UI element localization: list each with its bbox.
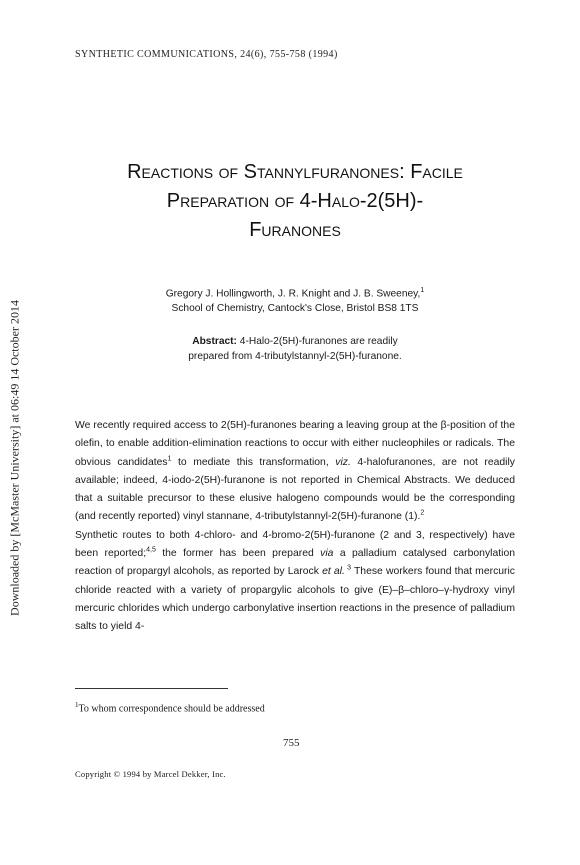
footnote xyxy=(75,701,265,714)
download-watermark xyxy=(5,258,25,658)
p2-text-a: Synthetic routes to both 4-chloro- and 4-bromo-2(5H)-furanone (2 and 3, respectively) have been reported; xyxy=(75,529,515,560)
p2-text-b: the former has been prepared xyxy=(155,548,321,560)
abstract-text-2: prepared from 4-tributylstannyl-2(5H)-furanone. xyxy=(188,351,402,362)
author-names-text: Gregory J. Hollingworth, J. R. Knight and J. B. Sweeney, xyxy=(165,288,421,300)
body-text xyxy=(75,417,515,637)
paper-title xyxy=(60,158,530,245)
p2-via: via xyxy=(320,548,334,560)
author-names xyxy=(100,283,490,301)
p1-text-b: to mediate this transformation, xyxy=(171,456,336,468)
p1-text-c: 4-halofuranones, are not readily available; indeed, 4-iodo-2(5H)-furanone is not reported in Chemical Abstracts. We deduced that a suitable precursor to these elusive halogeno compounds would be the corresponding (and recently reported) vinyl stannane, 4-tributylstannyl-2(5H)-furanone (1). xyxy=(75,456,515,523)
citation-2: 2 xyxy=(420,510,425,518)
citation-4-5: 4,5 xyxy=(146,546,156,554)
title-line-2: Preparation of 4-Halo-2(5H)- xyxy=(166,190,424,212)
paragraph-2 xyxy=(75,527,515,637)
download-note-text: Downloaded by [McMaster University] at 06:49 14 October 2014 xyxy=(7,300,22,616)
citation-3: 3 xyxy=(344,564,351,572)
title-line-1: Reactions of Stannylfuranones: Facile xyxy=(127,161,463,183)
p2-et-al: et al. xyxy=(322,566,345,578)
footnote-text: To whom correspondence should be addressed xyxy=(78,703,265,715)
p2-text-d: These workers found that mercuric chloride reacted with a variety of propargylic alcohols to give (E)–β–chloro–γ-hydroxy vinyl mercuric chlorides which undergo carbonylative insertion reactions in the presence of palladium salts to yield 4- xyxy=(75,566,516,633)
abstract xyxy=(140,334,450,364)
footnote-mark: 1 xyxy=(75,701,79,709)
copyright-notice: Copyright © 1994 by Marcel Dekker, Inc. xyxy=(75,769,226,779)
p2-text-c: a palladium catalysed carbonylation reaction of propargyl alcohols, as reported by Larock xyxy=(75,548,515,578)
citation-1: 1 xyxy=(167,455,172,463)
journal-header: SYNTHETIC COMMUNICATIONS, 24(6), 755-758 (1994) xyxy=(75,49,338,60)
author-footnote-mark: 1 xyxy=(420,287,425,294)
author-block xyxy=(100,283,490,316)
abstract-line-1 xyxy=(140,334,450,349)
footnote-divider xyxy=(75,688,228,689)
abstract-label: Abstract: xyxy=(192,336,237,347)
page-number: 755 xyxy=(283,737,300,749)
abstract-text-1: 4-Halo-2(5H)-furanones are readily xyxy=(236,336,398,347)
paragraph-1 xyxy=(75,417,515,527)
author-affiliation: School of Chemistry, Cantock's Close, Bristol BS8 1TS xyxy=(171,303,419,315)
p1-viz: viz. xyxy=(335,456,351,468)
title-line-3: Furanones xyxy=(249,219,341,241)
p1-text-a: We recently required access to 2(5H)-furanones bearing a leaving group at the β-position of the olefin, to enable addition-elimination reactions to occur with either nucleophiles or radicals. The obvious candidates xyxy=(75,420,515,468)
